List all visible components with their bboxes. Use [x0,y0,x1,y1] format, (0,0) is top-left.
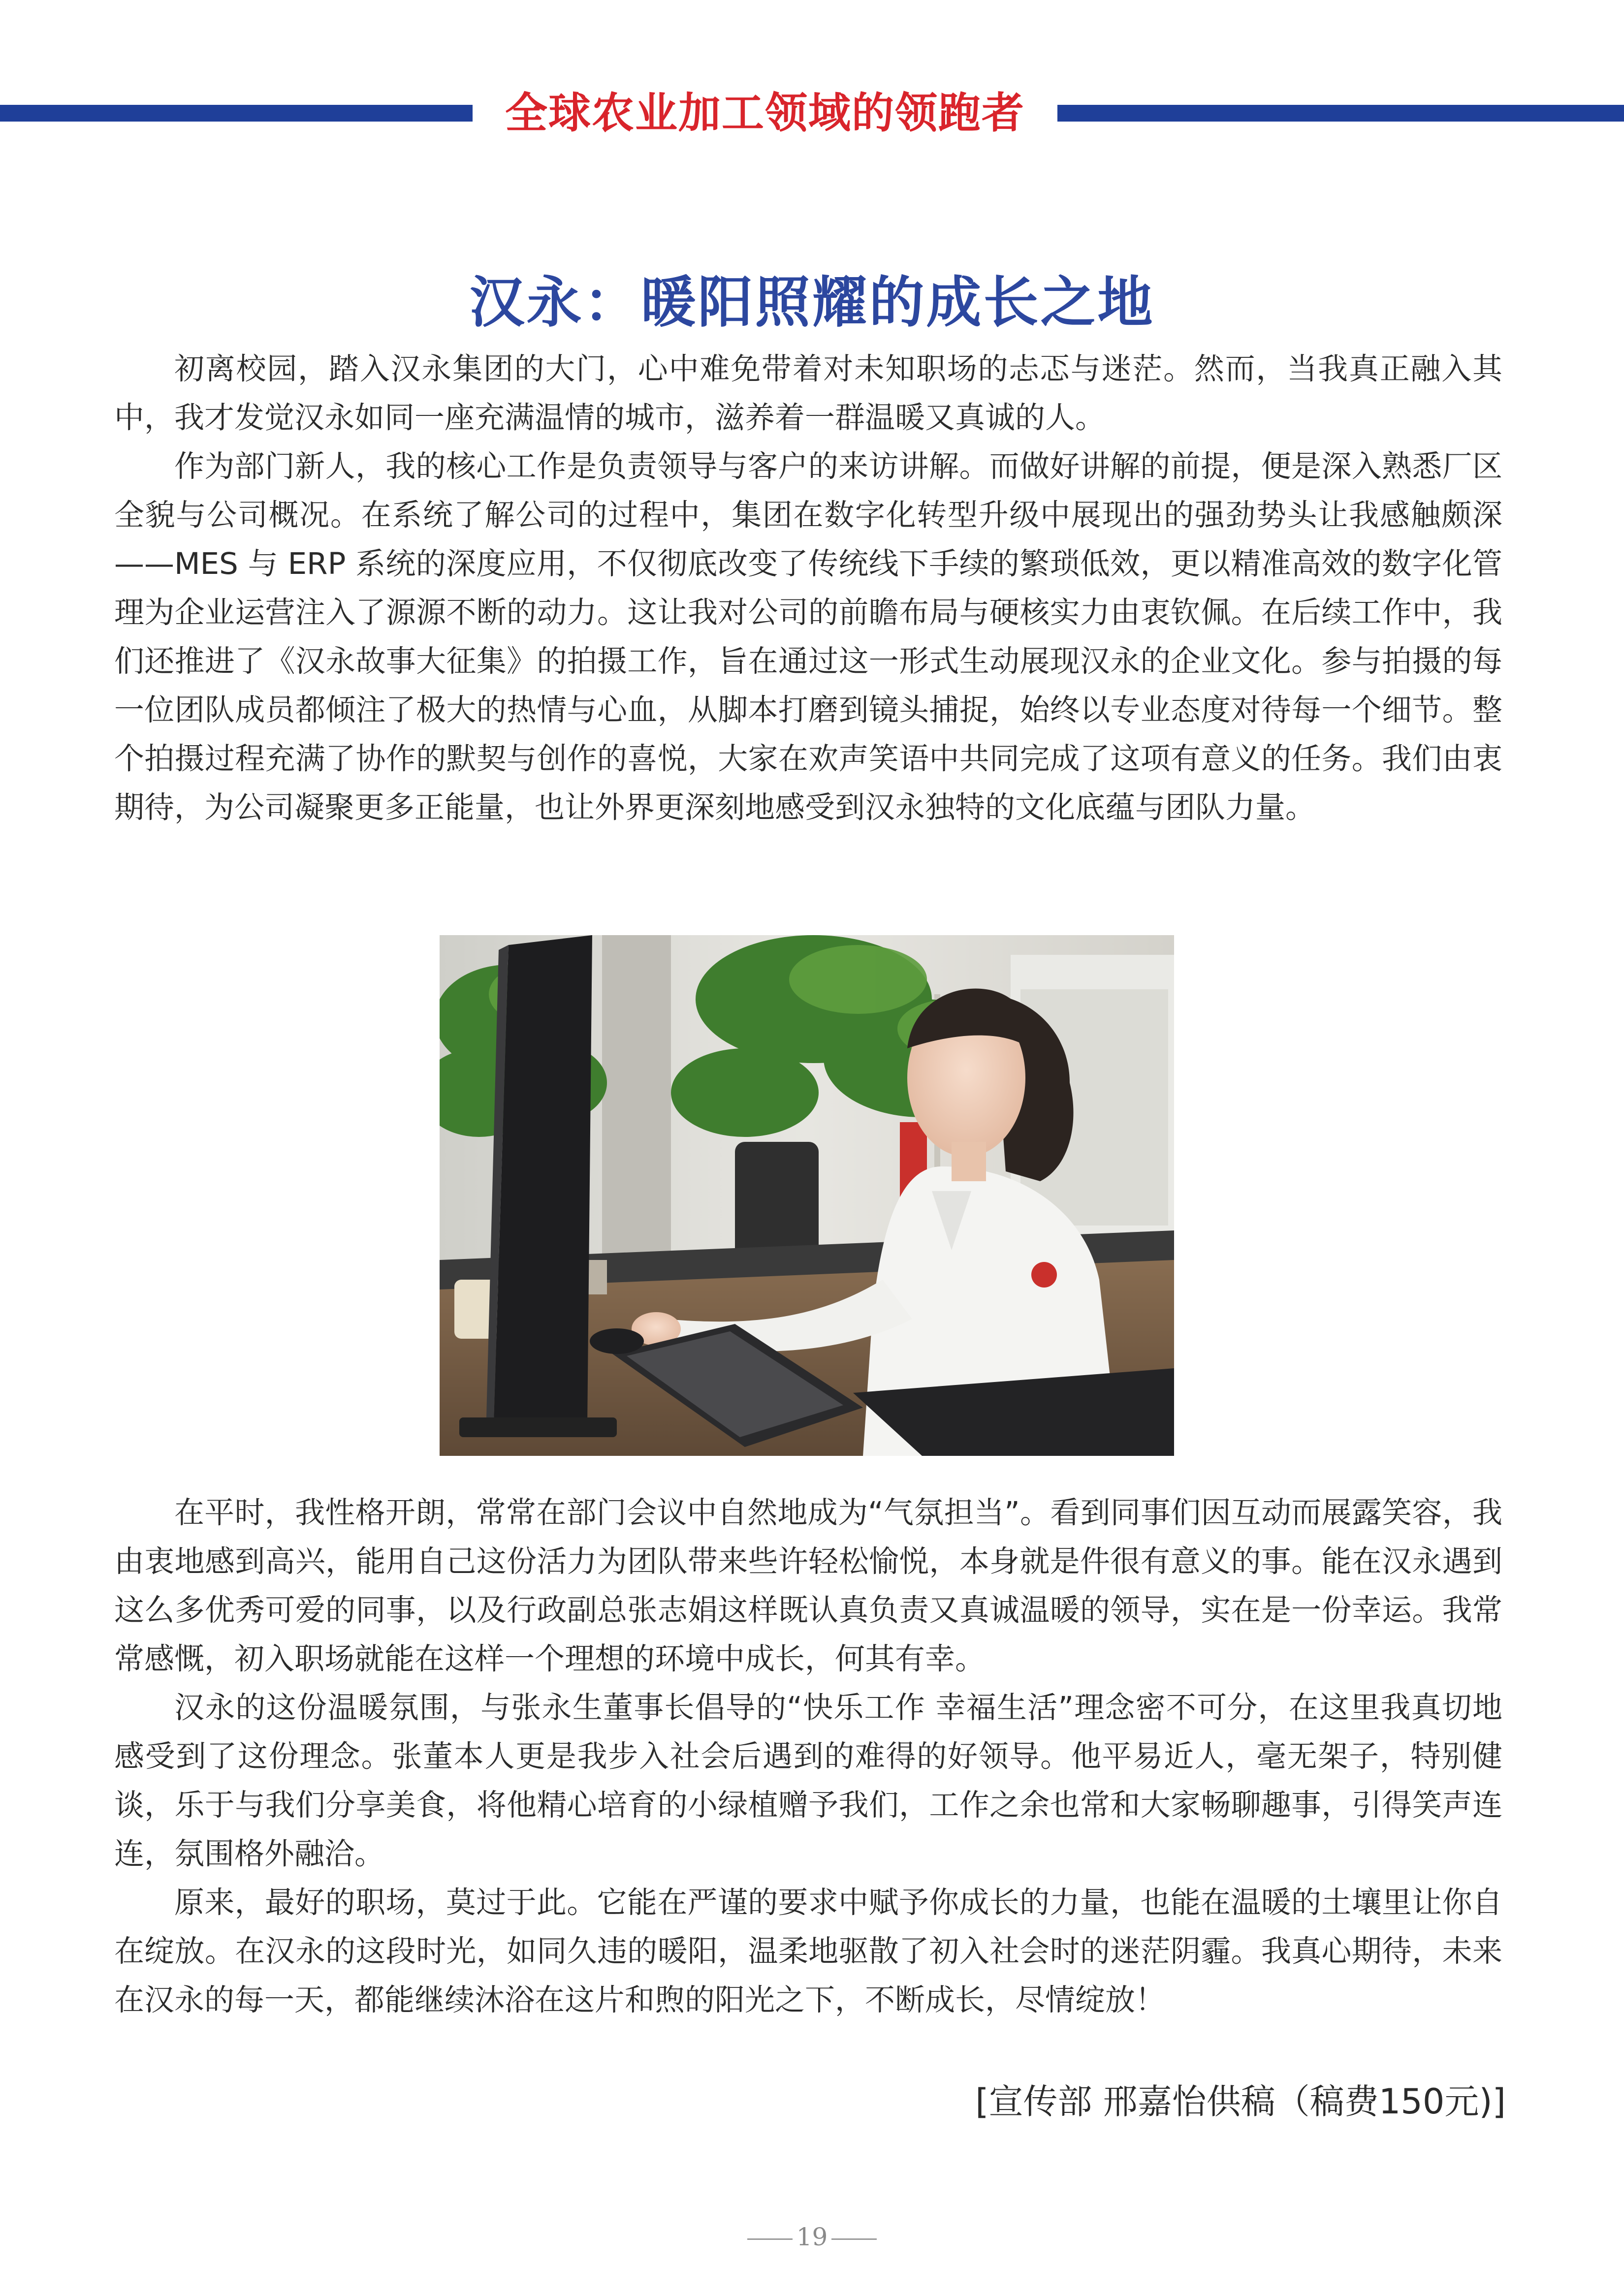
header-rule-right [1057,105,1624,122]
article-body-bottom [114,1488,1502,2024]
page-number-value: 19 [796,2223,828,2251]
office-photo [440,935,1174,1456]
header-rule-left [0,105,473,122]
page-header [0,86,1624,145]
office-photo-illustration [440,935,1174,1456]
paragraph-5: 原来，最好的职场，莫过于此。它能在严谨的要求中赋予你成长的力量，也能在温暖的土壤里让你自在绽放。在汉永的这段时光，如同久违的暖阳，温柔地驱散了初入社会时的迷茫阴霾。我真心期待，未来在汉永的每一天，都能继续沐浴在这片和煦的阳光之下，不断成长，尽情绽放！ [114,1885,1502,2017]
header-title: 全球农业加工领域的领跑者 [505,89,1025,138]
paragraph-3: 在平时，我性格开朗，常常在部门会议中自然地成为“气氛担当”。看到同事们因互动而展露笑容，我由衷地感到高兴，能用自己这份活力为团队带来些许轻松愉悦，本身就是件很有意义的事。能在汉永遇到这么多优秀可爱的同事，以及行政副总张志娟这样既认真负责又真诚温暖的领导，实在是一份幸运。我常常感慨，初入职场就能在这样一个理想的环境中成长，何其有幸。 [114,1495,1502,1676]
page-number [0,2220,1624,2254]
page-number-dash-left [747,2238,793,2240]
article-title: 汉永：暖阳照耀的成长之地 [469,271,1155,335]
paragraph-2: 作为部门新人，我的核心工作是负责领导与客户的来访讲解。而做好讲解的前提，便是深入熟悉厂区全貌与公司概况。在系统了解公司的过程中，集团在数字化转型升级中展现出的强劲势头让我感触颇深 ——MES 与 ERP 系统的深度应用，不仅彻底改变了传统线下手续的繁琐低效，更以精准高效的数字化管理为企业运营注入了源源不断的动力。这让我对公司的前瞻布局与硬核实力由衷钦佩。在后续工作中，我们还推进了《汉永故事大征集》的拍摄工作，旨在通过这一形式生动展现汉永的企业文化。参与拍摄的每一位团队成员都倾注了极大的热情与心血，从脚本打磨到镜头捕捉，始终以专业态度对待每一个细节。整个拍摄过程充满了协作的默契与创作的喜悦，大家在欢声笑语中共同完成了这项有意义的任务。我们由衷期待，为公司凝聚更多正能量，也让外界更深刻地感受到汉永独特的文化底蕴与团队力量。 [114,449,1502,825]
article-body-top [114,345,1502,832]
paragraph-4: 汉永的这份温暖氛围，与张永生董事长倡导的“快乐工作 幸福生活”理念密不可分，在这里我真切地感受到了这份理念。张董本人更是我步入社会后遇到的难得的好领导。他平易近人，毫无架子，特别健谈，乐于与我们分享美食，将他精心培育的小绿植赠予我们，工作之余也常和大家畅聊趣事，引得笑声连连，氛围格外融洽。 [114,1690,1502,1871]
page-number-dash-right [831,2238,877,2240]
author-signature: [宣传部 邢嘉怡供稿（稿费150元)] [975,2081,1506,2122]
paragraph-1: 初离校园，踏入汉永集团的大门，心中难免带着对未知职场的忐忑与迷茫。然而，当我真正融入其中，我才发觉汉永如同一座充满温情的城市，滋养着一群温暖又真诚的人。 [114,351,1502,435]
